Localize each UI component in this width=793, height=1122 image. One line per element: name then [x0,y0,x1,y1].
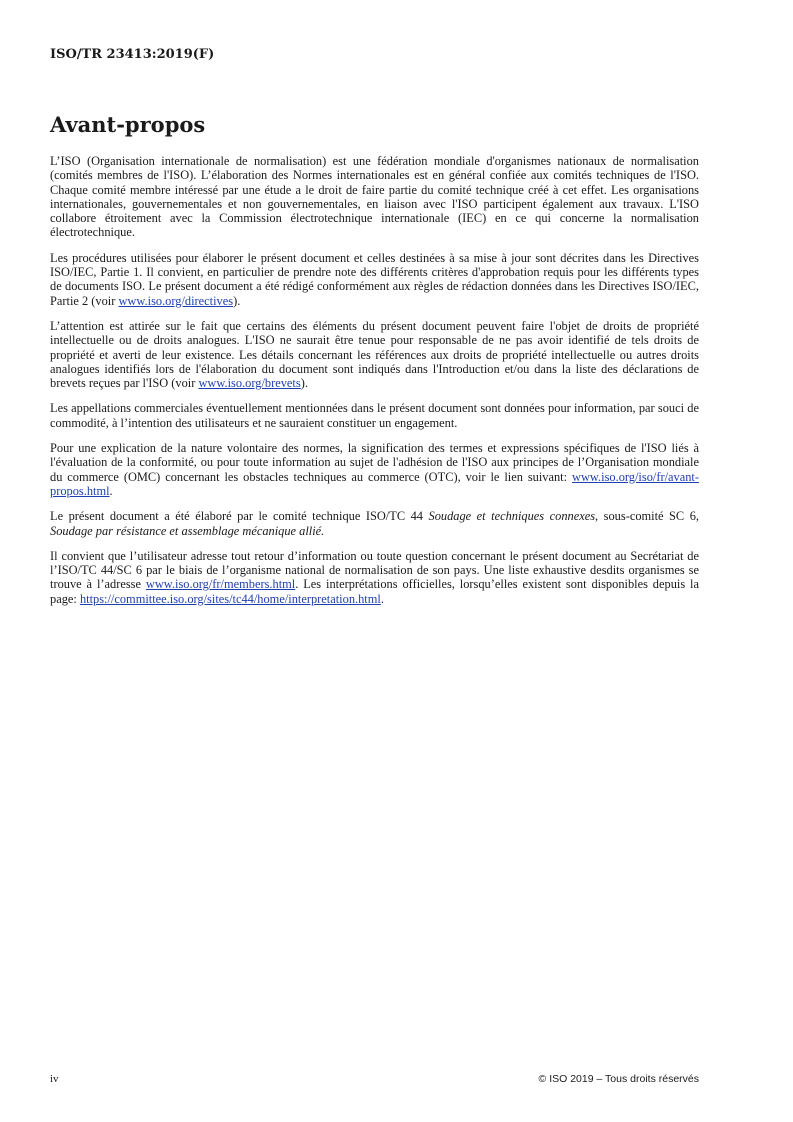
page-title: Avant-propos [50,112,206,137]
paragraph-7-mid: . Les interprétations officielles, lorsqu’elles existent sont disponibles depuis la page: [50,577,699,606]
copyright-notice: © ISO 2019 – Tous droits réservés [538,1073,699,1085]
paragraph-6-mid: , sous-comité SC 6, [595,509,699,524]
paragraph-7-end: . [380,591,384,606]
paragraph-2 [50,251,699,308]
subcommittee-title: Soudage par résistance et assemblage mécanique allié. [50,523,325,538]
paragraph-3-end: ). [300,376,308,391]
interpretation-link[interactable]: https://committee.iso.org/sites/tc44/home/interpretation.html [79,591,381,606]
document-id: ISO/TR 23413:2019(F) [50,47,215,62]
committee-title: Soudage et techniques connexes [428,509,596,524]
foreword-body [50,154,699,617]
paragraph-6-text: Le présent document a été élaboré par le comité technique ISO/TC 44 [50,509,429,524]
members-link[interactable]: www.iso.org/fr/members.html [145,577,296,592]
paragraph-5-text: Pour une explication de la nature volontaire des normes, la signification des termes et expressions spécifiques de l'ISO liés à l'évaluation de la conformité, ou pour toute information au sujet de l'adhésion de l'ISO aux principes de l’Organisation mondiale du commerce (OMC) concernant les obstacles techniques au commerce (OTC), voir le lien suivant: [50,441,699,484]
paragraph-3-text: L’attention est attirée sur le fait que certains des éléments du présent document peuvent faire l'objet de droits de propriété intellectuelle ou de droits analogues. L'ISO ne saurait être tenue pour responsable de ne pas avoir identifié de tels droits de propriété et averti de leur existence. Les détails concernant les références aux droits de propriété intellectuelle ou autres droits analogues identifiés lors de l'élaboration du document sont indiqués dans l'Introduction et/ou dans la liste des déclarations de brevets reçues par l'ISO (voir [50,318,699,391]
paragraph-4-text: Les appellations commerciales éventuellement mentionnées dans le présent document sont données pour information, par souci de commodité, à l’intention des utilisateurs et ne sauraient constituer un engagement. [50,401,699,430]
paragraph-5 [50,441,699,498]
avant-propos-link[interactable]: www.iso.org/iso/fr/avant-propos.html [50,469,699,498]
paragraph-2-end: ). [233,293,241,308]
paragraph-6 [50,509,699,538]
directives-link[interactable]: www.iso.org/directives [118,293,234,308]
brevets-link[interactable]: www.iso.org/brevets [198,376,301,391]
paragraph-1 [50,154,699,240]
paragraph-2-text: Les procédures utilisées pour élaborer le présent document et celles destinées à sa mise à jour sont décrites dans les Directives ISO/IEC, Partie 1. Il convient, en particulier de prendre note des différents critères d'approbation requis pour les différents types de documents ISO. Le présent document a été rédigé conformément aux règles de rédaction données dans les Directives ISO/IEC, Partie 2 (voir [50,250,699,308]
paragraph-4 [50,401,699,430]
paragraph-3 [50,319,699,390]
paragraph-7 [50,549,699,606]
paragraph-7-text: Il convient que l’utilisateur adresse tout retour d’information ou toute question concernant le présent document au Secrétariat de l’ISO/TC 44/SC 6 par le biais de l’organisme national de normalisation de son pays. Une liste exhaustive desdits organismes se trouve à l’adresse [50,548,699,592]
paragraph-1-text: L’ISO (Organisation internationale de normalisation) est une fédération mondiale d'organismes nationaux de normalisation (comités membres de l'ISO). L’élaboration des Normes internationales est en général confiée aux comités techniques de l'ISO. Chaque comité membre intéressé par une étude a le droit de faire partie du comité technique créé à cet effet. Les organisations internationales, gouvernementales et non gouvernementales, en liaison avec l'ISO participent également aux travaux. L'ISO collabore étroitement avec la Commission électrotechnique internationale (IEC) en ce qui concerne la normalisation électrotechnique. [50,154,699,240]
paragraph-5-end: . [109,483,113,498]
page-number: iv [50,1073,59,1085]
